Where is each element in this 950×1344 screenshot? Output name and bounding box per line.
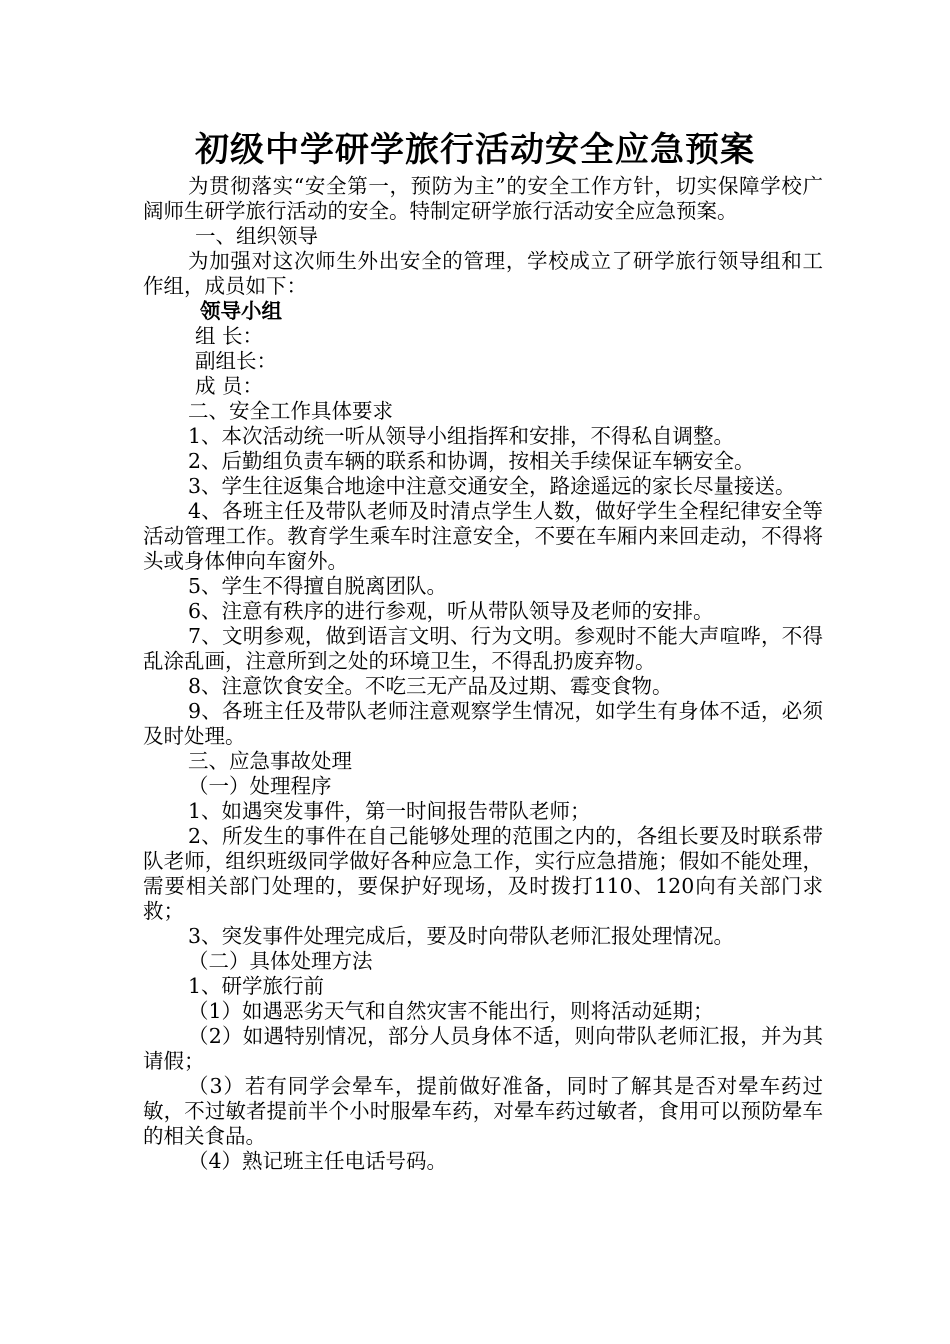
list-item: （4）熟记班主任电话号码。 [188, 1149, 448, 1173]
list-item: 1、本次活动统一听从领导小组指挥和安排，不得私自调整。 [188, 424, 735, 448]
list-item: 3、突发事件处理完成后，要及时向带队老师汇报处理情况。 [188, 924, 735, 948]
members-line: 成 员： [195, 374, 264, 398]
subsection-heading: （二）具体处理方法 [188, 949, 373, 973]
subsection-heading: （一）处理程序 [188, 774, 332, 798]
list-item: 7、文明参观，做到语言文明、行为文明。参观时不能大声喧哗，不得乱涂乱画，注意所到之处的环境卫生，不得乱扔废弃物。 [143, 624, 823, 673]
section-heading: 二、安全工作具体要求 [188, 399, 393, 423]
document-title: 初级中学研学旅行活动安全应急预案 [195, 130, 755, 170]
paragraph: 为加强对这次师生外出安全的管理，学校成立了研学旅行领导组和工作组，成员如下： [143, 249, 823, 298]
intro-paragraph: 为贯彻落实“安全第一，预防为主”的安全工作方针，切实保障学校广阔师生研学旅行活动的安全。特制定研学旅行活动安全应急预案。 [143, 174, 823, 223]
list-item: 2、所发生的事件在自己能够处理的范围之内的，各组长要及时联系带队老师，组织班级同学做好各种应急工作，实行应急措施；假如不能处理，需要相关部门处理的，要保护好现场，及时拨打110、120向有关部门求救； [143, 824, 823, 923]
list-item: 5、学生不得擅自脱离团队。 [188, 574, 448, 598]
group-title: 领导小组 [200, 299, 282, 323]
list-item: 9、各班主任及带队老师注意观察学生情况，如学生有身体不适，必须及时处理。 [143, 699, 823, 748]
list-item: 1、如遇突发事件，第一时间报告带队老师； [188, 799, 591, 823]
list-item: 6、注意有秩序的进行参观，听从带队领导及老师的安排。 [188, 599, 714, 623]
list-item: （3）若有同学会晕车，提前做好准备，同时了解其是否对晕车药过敏，不过敏者提前半个小时服晕车药，对晕车药过敏者，食用可以预防晕车的相关食品。 [143, 1074, 823, 1148]
deputy-line: 副组长： [195, 349, 277, 373]
list-item: 3、学生往返集合地途中注意交通安全，路途遥远的家长尽量接送。 [188, 474, 796, 498]
list-item: 4、各班主任及带队老师及时清点学生人数，做好学生全程纪律安全等活动管理工作。教育学生乘车时注意安全，不要在车厢内来回走动，不得将头或身体伸向车窗外。 [143, 499, 823, 573]
subsection-heading: 1、研学旅行前 [188, 974, 325, 998]
list-item: 8、注意饮食安全。不吃三无产品及过期、霉变食物。 [188, 674, 673, 698]
list-item: 2、后勤组负责车辆的联系和协调，按相关手续保证车辆安全。 [188, 449, 755, 473]
document-body [143, 174, 823, 1174]
leader-line: 组 长： [195, 324, 264, 348]
list-item: （1）如遇恶劣天气和自然灾害不能出行，则将活动延期； [188, 999, 714, 1023]
section-heading: 一、组织领导 [195, 224, 318, 248]
list-item: （2）如遇特别情况，部分人员身体不适，则向带队老师汇报，并为其请假； [143, 1024, 823, 1073]
section-heading: 三、应急事故处理 [188, 749, 352, 773]
